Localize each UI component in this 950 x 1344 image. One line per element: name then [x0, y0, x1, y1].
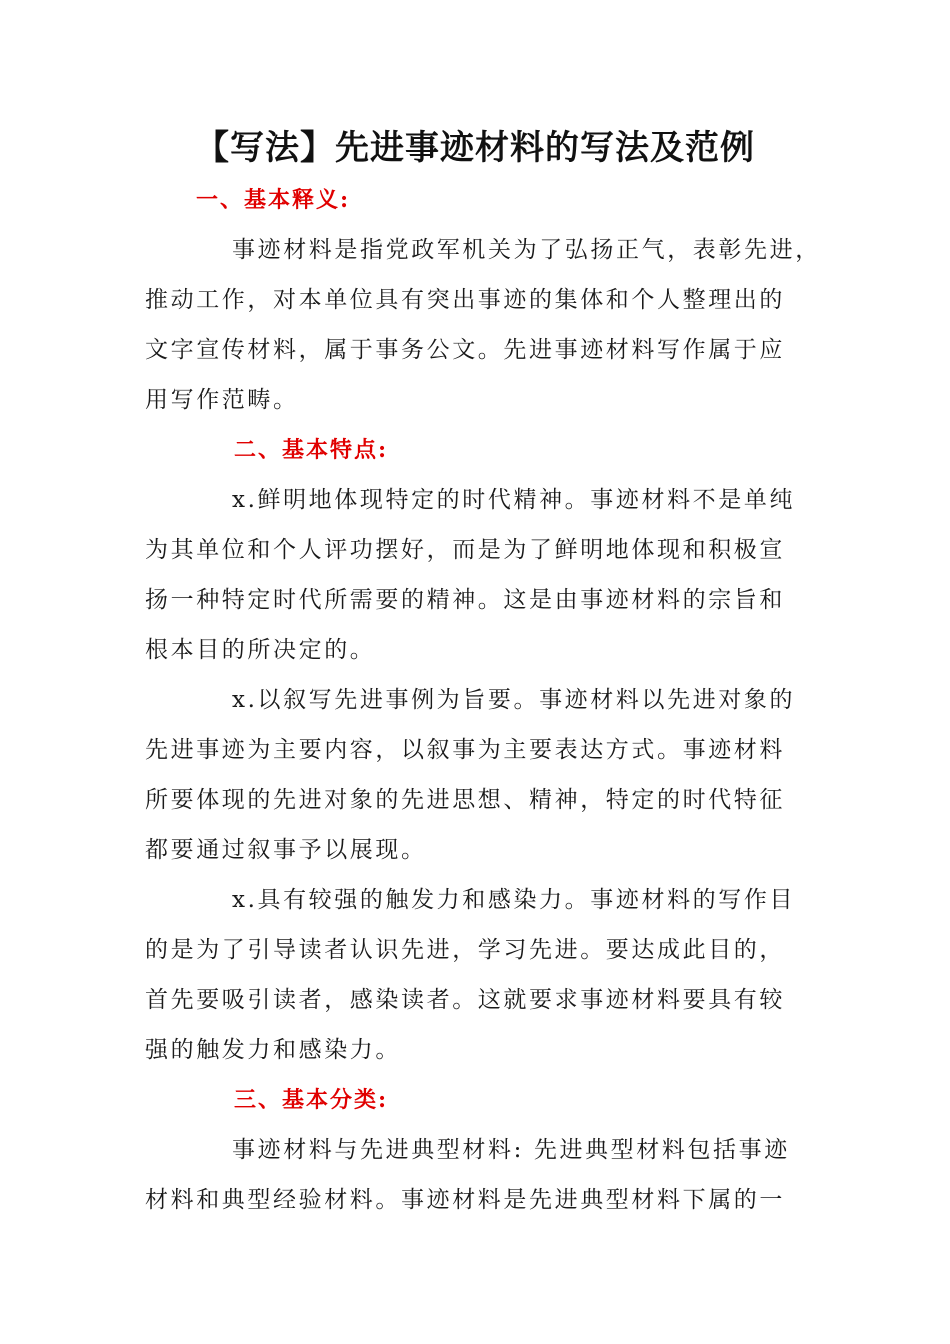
paragraph-line: 事迹材料是指党政军机关为了弘扬正气，表彰先进， — [232, 237, 821, 263]
paragraph-line: 强的触发力和感染力。 — [145, 1037, 401, 1063]
paragraph-line: 的是为了引导读者认识先进，学习先进。要达成此目的， — [145, 937, 785, 963]
paragraph-line: 用写作范畴。 — [145, 387, 299, 413]
paragraph-line: 都要通过叙事予以展现。 — [145, 837, 427, 863]
section-heading-basic-categories: 三、基本分类: — [234, 1087, 389, 1113]
paragraph-line: 为其单位和个人评功摆好，而是为了鲜明地体现和积极宣 — [145, 537, 785, 563]
section-heading-basic-definition: 一、基本释义: — [196, 187, 351, 213]
paragraph-line: 事迹材料与先进典型材料: 先进典型材料包括事迹 — [232, 1137, 790, 1163]
paragraph-line: 先进事迹为主要内容，以叙事为主要表达方式。事迹材料 — [145, 737, 785, 763]
paragraph-line: 扬一种特定时代所需要的精神。这是由事迹材料的宗旨和 — [145, 587, 785, 613]
section-heading-basic-features: 二、基本特点: — [234, 437, 389, 463]
paragraph-line: 推动工作，对本单位具有突出事迹的集体和个人整理出的 — [145, 287, 785, 313]
paragraph-line: 文字宣传材料，属于事务公文。先进事迹材料写作属于应 — [145, 337, 785, 363]
paragraph-line: x.具有较强的触发力和感染力。事迹材料的写作目 — [232, 887, 796, 913]
paragraph-line: 根本目的所决定的。 — [145, 637, 376, 663]
paragraph-line: 材料和典型经验材料。事迹材料是先进典型材料下属的一 — [145, 1187, 785, 1213]
paragraph-line: 首先要吸引读者，感染读者。这就要求事迹材料要具有较 — [145, 987, 785, 1013]
paragraph-line: x.以叙写先进事例为旨要。事迹材料以先进对象的 — [232, 687, 796, 713]
paragraph-line: x.鲜明地体现特定的时代精神。事迹材料不是单纯 — [232, 487, 796, 513]
paragraph-line: 所要体现的先进对象的先进思想、精神，特定的时代特征 — [145, 787, 785, 813]
document-title: 【写法】先进事迹材料的写法及范例 — [195, 128, 755, 168]
